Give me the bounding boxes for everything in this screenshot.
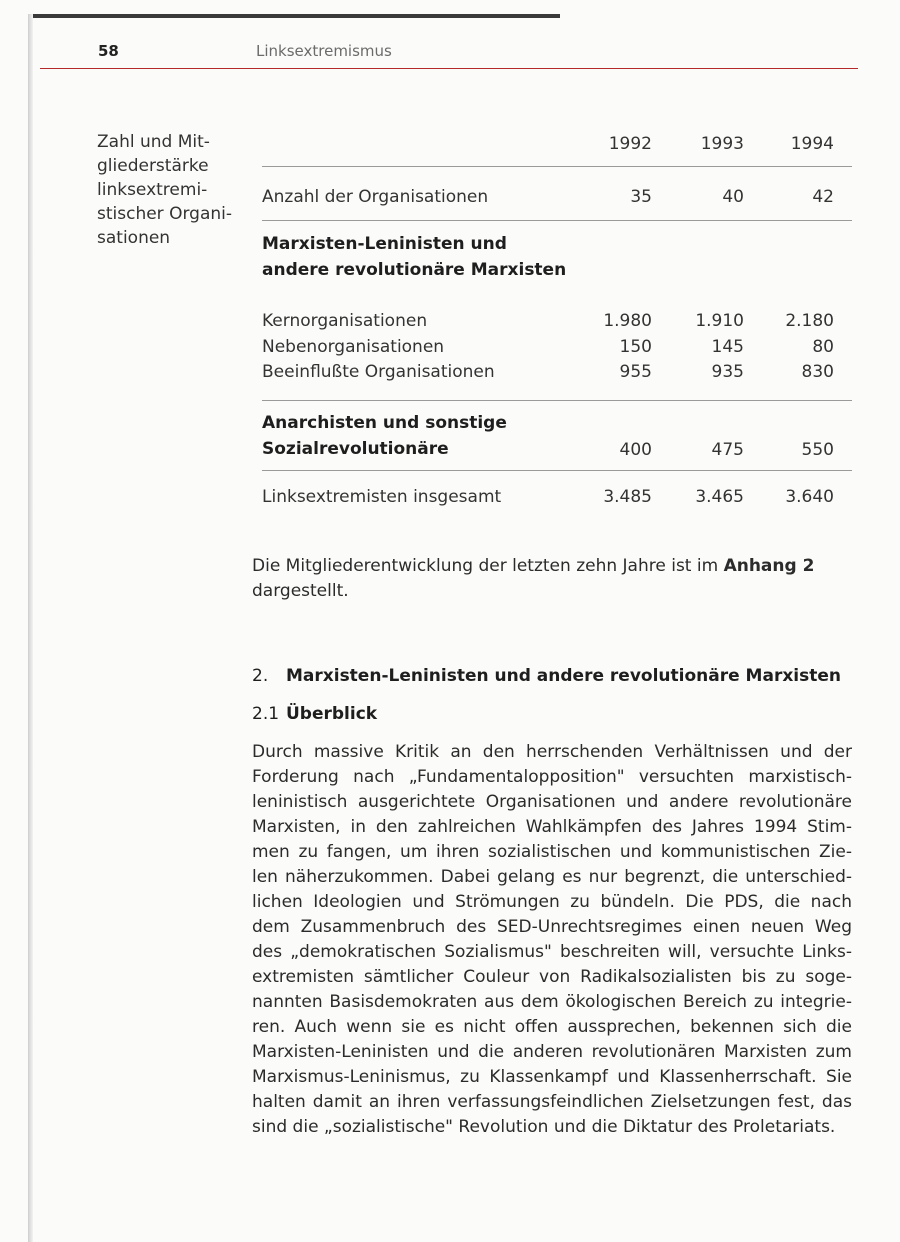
body-line: lichen Ideologien und Strömungen zu bündeln. Die PDS, die nach bbox=[252, 892, 852, 912]
body-paragraph bbox=[252, 740, 852, 1140]
table-cell: 830 bbox=[801, 362, 834, 382]
note-emphasis: Anhang 2 bbox=[723, 556, 815, 576]
body-line: halten damit an ihren verfassungsfeindlichen Zielsetzungen fest, das bbox=[252, 1092, 852, 1112]
body-line: sind die „sozialistische" Revolution und die Diktatur des Proletariats. bbox=[252, 1117, 836, 1137]
table-cell: 40 bbox=[722, 187, 744, 207]
margin-caption-line: sationen bbox=[97, 228, 171, 248]
header-rule bbox=[40, 68, 858, 69]
table-cell: 400 bbox=[619, 440, 652, 460]
table-cell: 550 bbox=[801, 440, 834, 460]
page-number: 58 bbox=[98, 42, 119, 60]
note-text: dargestellt. bbox=[252, 581, 349, 601]
running-title: Linksextremismus bbox=[256, 42, 392, 60]
table-cell: 42 bbox=[812, 187, 834, 207]
body-line: leninistisch ausgerichtete Organisationen und andere revolutionäre bbox=[252, 792, 852, 812]
note-text: Die Mitgliederentwicklung der letzten zehn Jahre ist im bbox=[252, 556, 724, 576]
body-line: Marxismus-Leninismus, zu Klassenkampf und Klassenherrschaft. Sie bbox=[252, 1067, 852, 1087]
table-cell: 2.180 bbox=[785, 311, 834, 331]
body-line: nannten Basisdemokraten aus dem ökologischen Bereich zu integrie- bbox=[252, 992, 852, 1012]
body-line: des „demokratischen Sozialismus" beschreiten will, versuchte Links- bbox=[252, 942, 852, 962]
section-number: 2. bbox=[252, 666, 269, 686]
body-line: Marxisten-Leninisten und die anderen revolutionären Marxisten zum bbox=[252, 1042, 852, 1062]
body-line: ren. Auch wenn sie es nicht offen aussprechen, bekennen sich die bbox=[252, 1017, 852, 1037]
table-cell: 1.980 bbox=[603, 311, 652, 331]
table-cell: 1.910 bbox=[695, 311, 744, 331]
table-cell: 475 bbox=[711, 440, 744, 460]
margin-caption-line: Zahl und Mit- bbox=[97, 132, 210, 152]
table-cell: 145 bbox=[711, 337, 744, 357]
group-heading: andere revolutionäre Marxisten bbox=[262, 260, 567, 280]
row-label: Linksextremisten insgesamt bbox=[262, 487, 502, 507]
group-heading: Anarchisten und sonstige bbox=[262, 413, 507, 433]
appendix-note bbox=[252, 554, 852, 604]
section-title: Marxisten-Leninisten und andere revolutionäre Marxisten bbox=[286, 666, 841, 686]
margin-caption-line: gliederstärke bbox=[97, 156, 209, 176]
margin-caption-line: stischer Organi- bbox=[97, 204, 232, 224]
year-header: 1993 bbox=[700, 134, 744, 154]
table-cell: 3.465 bbox=[695, 487, 744, 507]
table-cell: 935 bbox=[711, 362, 744, 382]
page-binding-edge bbox=[28, 14, 33, 1242]
table-cell: 35 bbox=[630, 187, 652, 207]
body-line: Durch massive Kritik an den herrschenden Verhältnissen und der bbox=[252, 742, 852, 762]
row-label: Anzahl der Organisationen bbox=[262, 187, 489, 207]
table-cell: 3.640 bbox=[785, 487, 834, 507]
body-line: Forderung nach „Fundamentalopposition" versuchten marxistisch- bbox=[252, 767, 852, 787]
subsection-heading bbox=[252, 704, 377, 724]
section-heading bbox=[252, 666, 841, 686]
body-line: Marxisten, in den zahlreichen Wahlkämpfen des Jahres 1994 Stim- bbox=[252, 817, 852, 837]
group-heading: Sozialrevolutionäre bbox=[262, 439, 449, 459]
body-line: extremisten sämtlicher Couleur von Radikalsozialisten bis zu soge- bbox=[252, 967, 852, 987]
table-rule bbox=[262, 400, 852, 401]
row-label: Kernorganisationen bbox=[262, 311, 428, 331]
table-rule bbox=[262, 220, 852, 221]
year-header: 1992 bbox=[608, 134, 652, 154]
row-label: Nebenorganisationen bbox=[262, 337, 445, 357]
table-rule bbox=[262, 166, 852, 167]
body-line: len näherzukommen. Dabei gelang es nur begrenzt, die unterschied- bbox=[252, 867, 852, 887]
margin-caption-line: linksextremi- bbox=[97, 180, 208, 200]
row-label: Beeinflußte Organisationen bbox=[262, 362, 495, 382]
table-rule bbox=[262, 470, 852, 471]
table-cell: 80 bbox=[812, 337, 834, 357]
year-header: 1994 bbox=[790, 134, 834, 154]
top-edge-rule bbox=[30, 14, 560, 18]
table-cell: 955 bbox=[619, 362, 652, 382]
body-line: dem Zusammenbruch des SED-Unrechtsregimes einen neuen Weg bbox=[252, 917, 852, 937]
group-heading: Marxisten-Leninisten und bbox=[262, 234, 507, 254]
table-cell: 3.485 bbox=[603, 487, 652, 507]
margin-caption bbox=[97, 130, 247, 250]
table-cell: 150 bbox=[619, 337, 652, 357]
body-line: men zu fangen, um ihren sozialistischen und kommunistischen Zie- bbox=[252, 842, 852, 862]
subsection-number: 2.1 bbox=[252, 704, 280, 724]
subsection-title: Überblick bbox=[286, 704, 378, 724]
